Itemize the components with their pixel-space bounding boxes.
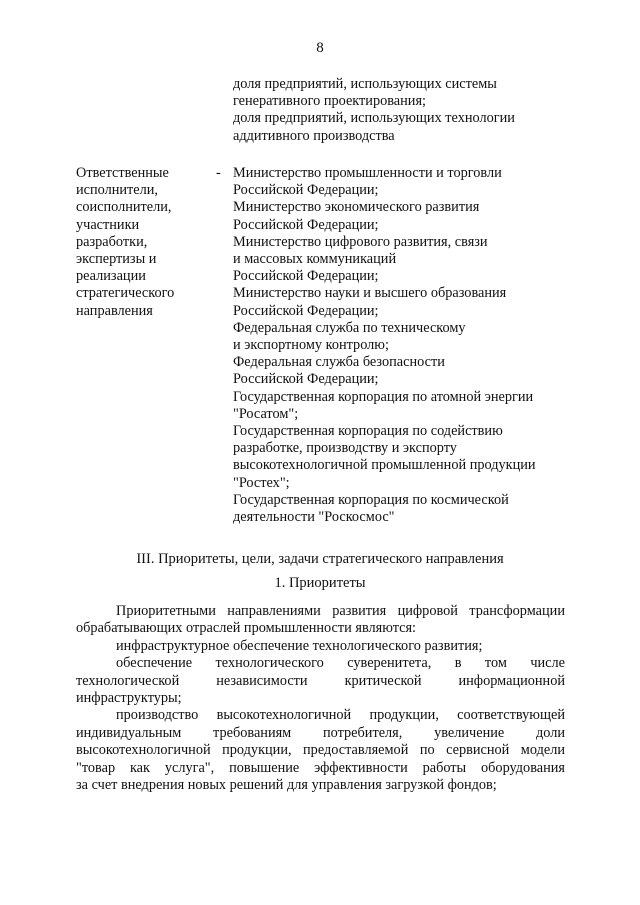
responsible-line: и массовых коммуникаций xyxy=(233,251,397,268)
responsible-line: Российской Федерации; xyxy=(233,216,379,233)
label-line: реализации xyxy=(76,268,146,285)
responsible-line: Федеральная служба по техническому xyxy=(233,319,466,336)
responsible-line: деятельности "Роскосмос" xyxy=(233,509,395,526)
responsible-line: Российской Федерации; xyxy=(233,268,379,285)
paragraph-line: индивидуальным требованиям потребителя, увеличение доли xyxy=(76,724,565,741)
paragraph-line: обрабатывающих отраслей промышленности являются: xyxy=(76,620,417,637)
responsible-line: "Ростех"; xyxy=(233,474,290,491)
paragraph-line: инфраструктуры; xyxy=(76,690,182,707)
paragraph-line: инфраструктурное обеспечение технологического развития; xyxy=(116,637,483,654)
label-line: разработки, xyxy=(76,233,148,250)
label-line: исполнители, xyxy=(76,182,158,199)
label-line: участники xyxy=(76,216,140,233)
responsible-line: и экспортному контролю; xyxy=(233,337,389,354)
indicator-line: доля предприятий, использующих системы xyxy=(233,76,497,92)
paragraph-line: технологической независимости критической информационной xyxy=(76,672,565,689)
label-line: направления xyxy=(76,302,153,319)
responsible-line: Федеральная служба безопасности xyxy=(233,354,445,371)
indicator-line: генеративного проектирования; xyxy=(233,93,427,110)
responsible-list xyxy=(233,165,536,526)
responsible-line: высокотехнологичной промышленной продукции xyxy=(233,457,536,474)
label-line: стратегического xyxy=(76,285,175,302)
subsection-heading: 1. Приоритеты xyxy=(274,575,366,591)
label-line: соисполнители, xyxy=(76,199,172,216)
responsible-line: Российской Федерации; xyxy=(233,302,379,319)
label-line: Ответственные xyxy=(76,165,169,181)
page-number: 8 xyxy=(316,40,324,56)
responsible-line: Российской Федерации; xyxy=(233,371,379,388)
responsible-line: разработке, производству и экспорту xyxy=(233,440,457,457)
paragraph-line: высокотехнологичной продукции, предоставляемой по сервисной модели xyxy=(76,742,565,759)
responsible-line: Министерство цифрового развития, связи xyxy=(233,233,488,250)
responsible-line: Государственная корпорация по содействию xyxy=(233,423,503,440)
responsible-label xyxy=(76,165,174,320)
section-heading: III. Приоритеты, цели, задачи стратегического направления xyxy=(136,551,504,567)
responsible-line: Государственная корпорация по атомной энергии xyxy=(233,388,534,405)
indicator-list-continuation xyxy=(233,76,515,145)
paragraph-line: обеспечение технологического суверенитета, в том числе xyxy=(116,655,565,672)
paragraph-line: производство высокотехнологичной продукции, соответствующей xyxy=(116,707,565,724)
separator-dash: - xyxy=(216,165,221,181)
indicator-line: аддитивного производства xyxy=(233,127,395,144)
responsible-line: Министерство промышленности и торговли xyxy=(233,165,502,181)
priorities-text xyxy=(76,603,565,794)
paragraph-line: Приоритетными направлениями развития цифровой трансформации xyxy=(116,603,565,619)
responsible-line: Министерство экономического развития xyxy=(233,199,480,216)
responsible-line: Министерство науки и высшего образования xyxy=(233,285,507,302)
responsible-line: Российской Федерации; xyxy=(233,182,379,199)
label-line: экспертизы и xyxy=(76,251,157,268)
responsible-line: Государственная корпорация по космической xyxy=(233,491,509,508)
responsible-line: "Росатом"; xyxy=(233,405,299,422)
paragraph-line: за счет внедрения новых решений для управления загрузкой фондов; xyxy=(76,777,497,794)
paragraph-line: "товар как услуга", повышение эффективности работы оборудования xyxy=(76,759,565,776)
indicator-line: доля предприятий, использующих технологии xyxy=(233,110,515,127)
